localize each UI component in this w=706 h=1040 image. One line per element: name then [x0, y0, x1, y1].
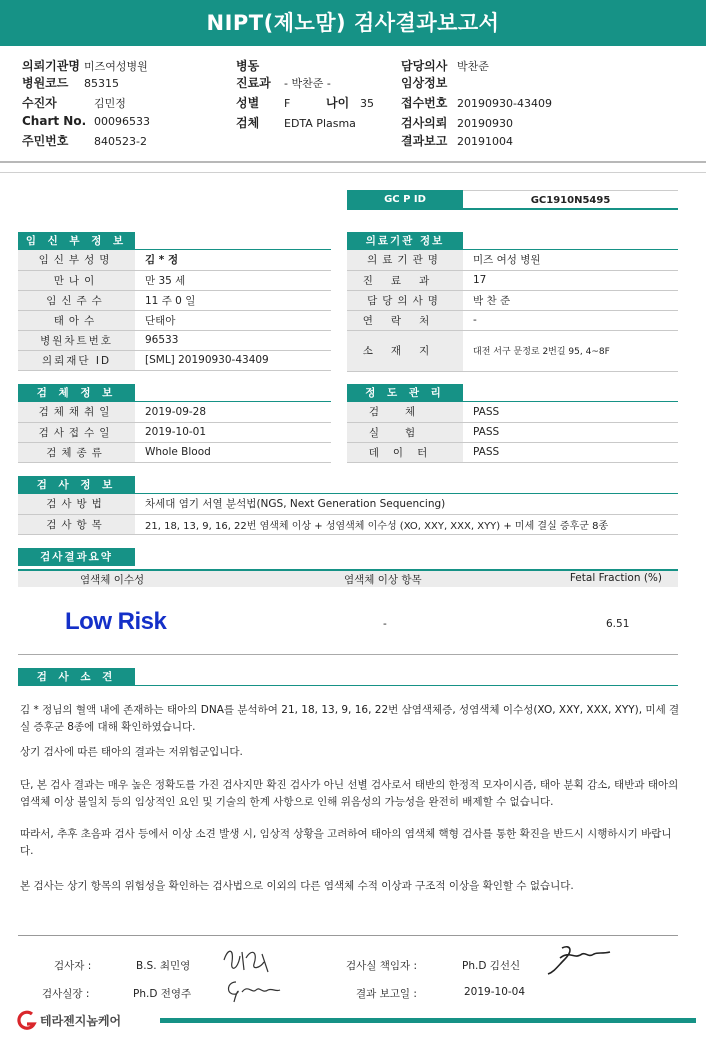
dept-row: 진료과 - 박찬준 -: [236, 76, 331, 90]
abnormal-value: -: [383, 618, 387, 630]
findings-section-title: 검 사 소 견: [18, 668, 135, 686]
risk-result: Low Risk: [65, 608, 167, 635]
sex-row: 성별 F 나이 35: [236, 96, 374, 110]
specimen-info-table: [18, 402, 331, 463]
patient-header: [0, 52, 706, 158]
table-row: 검사접수일 2019-10-01: [18, 422, 331, 442]
report-row: 결과보고 20191004: [401, 134, 513, 148]
table-row: 실험 PASS: [347, 422, 678, 442]
table-row: 의료기관명 미즈 여성 병원: [347, 250, 678, 270]
tester-label: 검사자 :: [54, 960, 92, 972]
findings-paragraph-1: 김 * 정님의 혈액 내에 존재하는 태아의 DNA를 분석하여 21, 18, 13, 9, 16, 22번 삼염색체증, 성염색체 이수성(XO, XXY, XXX, XYY), 미세 결실 증후군 8종에 대해 확인하였습니다.: [20, 704, 680, 733]
table-row: 임신부성명 김 * 정: [18, 250, 331, 270]
table-row: 검체채취일 2019-09-28: [18, 402, 331, 422]
tester-name: B.S. 최민영: [136, 960, 191, 972]
chief-signature: [222, 972, 286, 1004]
chart-row: Chart No. 00096533: [22, 114, 150, 128]
lab-head-signature: [540, 940, 616, 980]
brand-logo-icon: [14, 1010, 40, 1030]
summary-bottom-line: [18, 654, 678, 655]
report-title: NIPT(제노맘) 검사결과보고서: [0, 0, 706, 46]
report-date-label: 결과 보고일 :: [356, 988, 417, 1000]
summary-col-aneuploidy: 염색체 이수성: [80, 574, 145, 586]
pregnant-section-title: 임 신 부 정 보: [18, 232, 135, 250]
findings-paragraph-5: 본 검사는 상기 항목의 위험성을 확인하는 검사법으로 이외의 다른 염색체 수적 이상과 구조적 이상을 확인할 수 없습니다.: [20, 880, 574, 892]
test-info-table: [18, 494, 678, 535]
findings-paragraph-3: 단, 본 검사 결과는 매우 높은 정확도를 가진 검사지만 확진 검사가 아닌 선별 검사로서 태반의 한정적 모자이시즘, 태아 분획 감소, 태반과 태아의 염색체 이상 불일치 등의 임상적인 요인 및 기술의 한계 사항으로 인해 위음성의 가능성을 완전히 배제할 수 없습니다.: [20, 779, 679, 808]
summary-header-row: [18, 569, 678, 587]
specimen-section-title: 검 체 정 보: [18, 384, 135, 402]
gcpid-box: [347, 190, 678, 210]
doctor-row: 담당의사 박찬준: [401, 59, 489, 73]
tester-signature: [218, 942, 274, 976]
receiver-row: 수진자 김민정: [22, 96, 126, 110]
header-divider: [0, 161, 706, 163]
qc-section-title: 정 도 관 리: [347, 384, 463, 402]
signature-top-line: [18, 935, 678, 936]
hospital-name: 미즈여성병원: [84, 60, 148, 73]
table-row: 연락처 -: [347, 310, 678, 330]
findings-paragraph-4: 따라서, 추후 초음파 검사 등에서 이상 소견 발생 시, 임상적 상황을 고려하여 태아의 염색체 핵형 검사를 통한 확진을 반드시 시행하시기 바랍니다.: [20, 828, 672, 857]
request-row: 검사의뢰 20190930: [401, 116, 513, 130]
footer-bar: [160, 1018, 696, 1023]
specimen-row: 검체 EDTA Plasma: [236, 116, 356, 130]
gcpid-label: GC P ID: [347, 190, 463, 210]
table-row: 병원차트번호 96533: [18, 330, 331, 350]
test-section-title: 검 사 정 보: [18, 476, 135, 494]
summary-section-title: 검사결과요약: [18, 548, 135, 566]
code-row: 병원코드 85315: [22, 76, 119, 90]
summary-col-fetal-fraction: Fetal Fraction (%): [569, 572, 662, 584]
lab-head-label: 검사실 책임자 :: [346, 960, 418, 972]
table-row: 검체 PASS: [347, 402, 678, 422]
table-row: 검체종류 Whole Blood: [18, 442, 331, 462]
table-row: 만나이 만 35 세: [18, 270, 331, 290]
summary-col-abnormal: 염색체 이상 항목: [344, 574, 422, 586]
rrn-row: 주민번호 840523-2: [22, 134, 147, 148]
table-row: 임신주수 11 주 0 일: [18, 290, 331, 310]
chief-label: 검사실장 :: [42, 988, 90, 1000]
table-row: 데이터 PASS: [347, 442, 678, 462]
report-date-value: 2019-10-04: [464, 986, 526, 998]
table-row: 의뢰재단 ID [SML] 20190930-43409: [18, 350, 331, 370]
gcpid-value: GC1910N5495: [463, 190, 678, 210]
table-row: 태아수 단태아: [18, 310, 331, 330]
header-divider-thin: [0, 172, 706, 173]
qc-table: [347, 402, 678, 463]
brand-name: 테라젠지놈케어: [40, 1014, 122, 1028]
hospital-row: 의뢰기관명 미즈여성병원: [22, 59, 148, 73]
table-row: 진료과 17: [347, 270, 678, 290]
table-row: 소재지 대전 서구 문정로 2번길 95, 4~8F: [347, 330, 678, 371]
table-row: 검사항목 21, 18, 13, 9, 16, 22번 염색체 이상 + 성염색체 이수성 (XO, XXY, XXX, XYY) + 미세 결실 증후군 8종: [18, 514, 678, 534]
accession-row: 접수번호 20190930-43409: [401, 96, 552, 110]
table-row: 담당의사명 박 찬 준: [347, 290, 678, 310]
pregnant-info-table: [18, 250, 331, 371]
institution-info-table: [347, 250, 678, 372]
ward-row: 병동: [236, 59, 260, 73]
institution-section-title: 의료기관 정보: [347, 232, 463, 250]
lab-head-name: Ph.D 김선신: [462, 960, 521, 972]
table-row: 검사방법 차세대 염기 서열 분석법(NGS, Next Generation Sequencing): [18, 494, 678, 514]
chief-name: Ph.D 전영주: [133, 988, 192, 1000]
findings-section-line: [18, 685, 678, 686]
fetal-fraction-value: 6.51: [606, 618, 630, 630]
findings-paragraph-2: 상기 검사에 따른 태아의 결과는 저위험군입니다.: [20, 746, 243, 758]
clinical-row: 임상정보: [401, 76, 448, 90]
